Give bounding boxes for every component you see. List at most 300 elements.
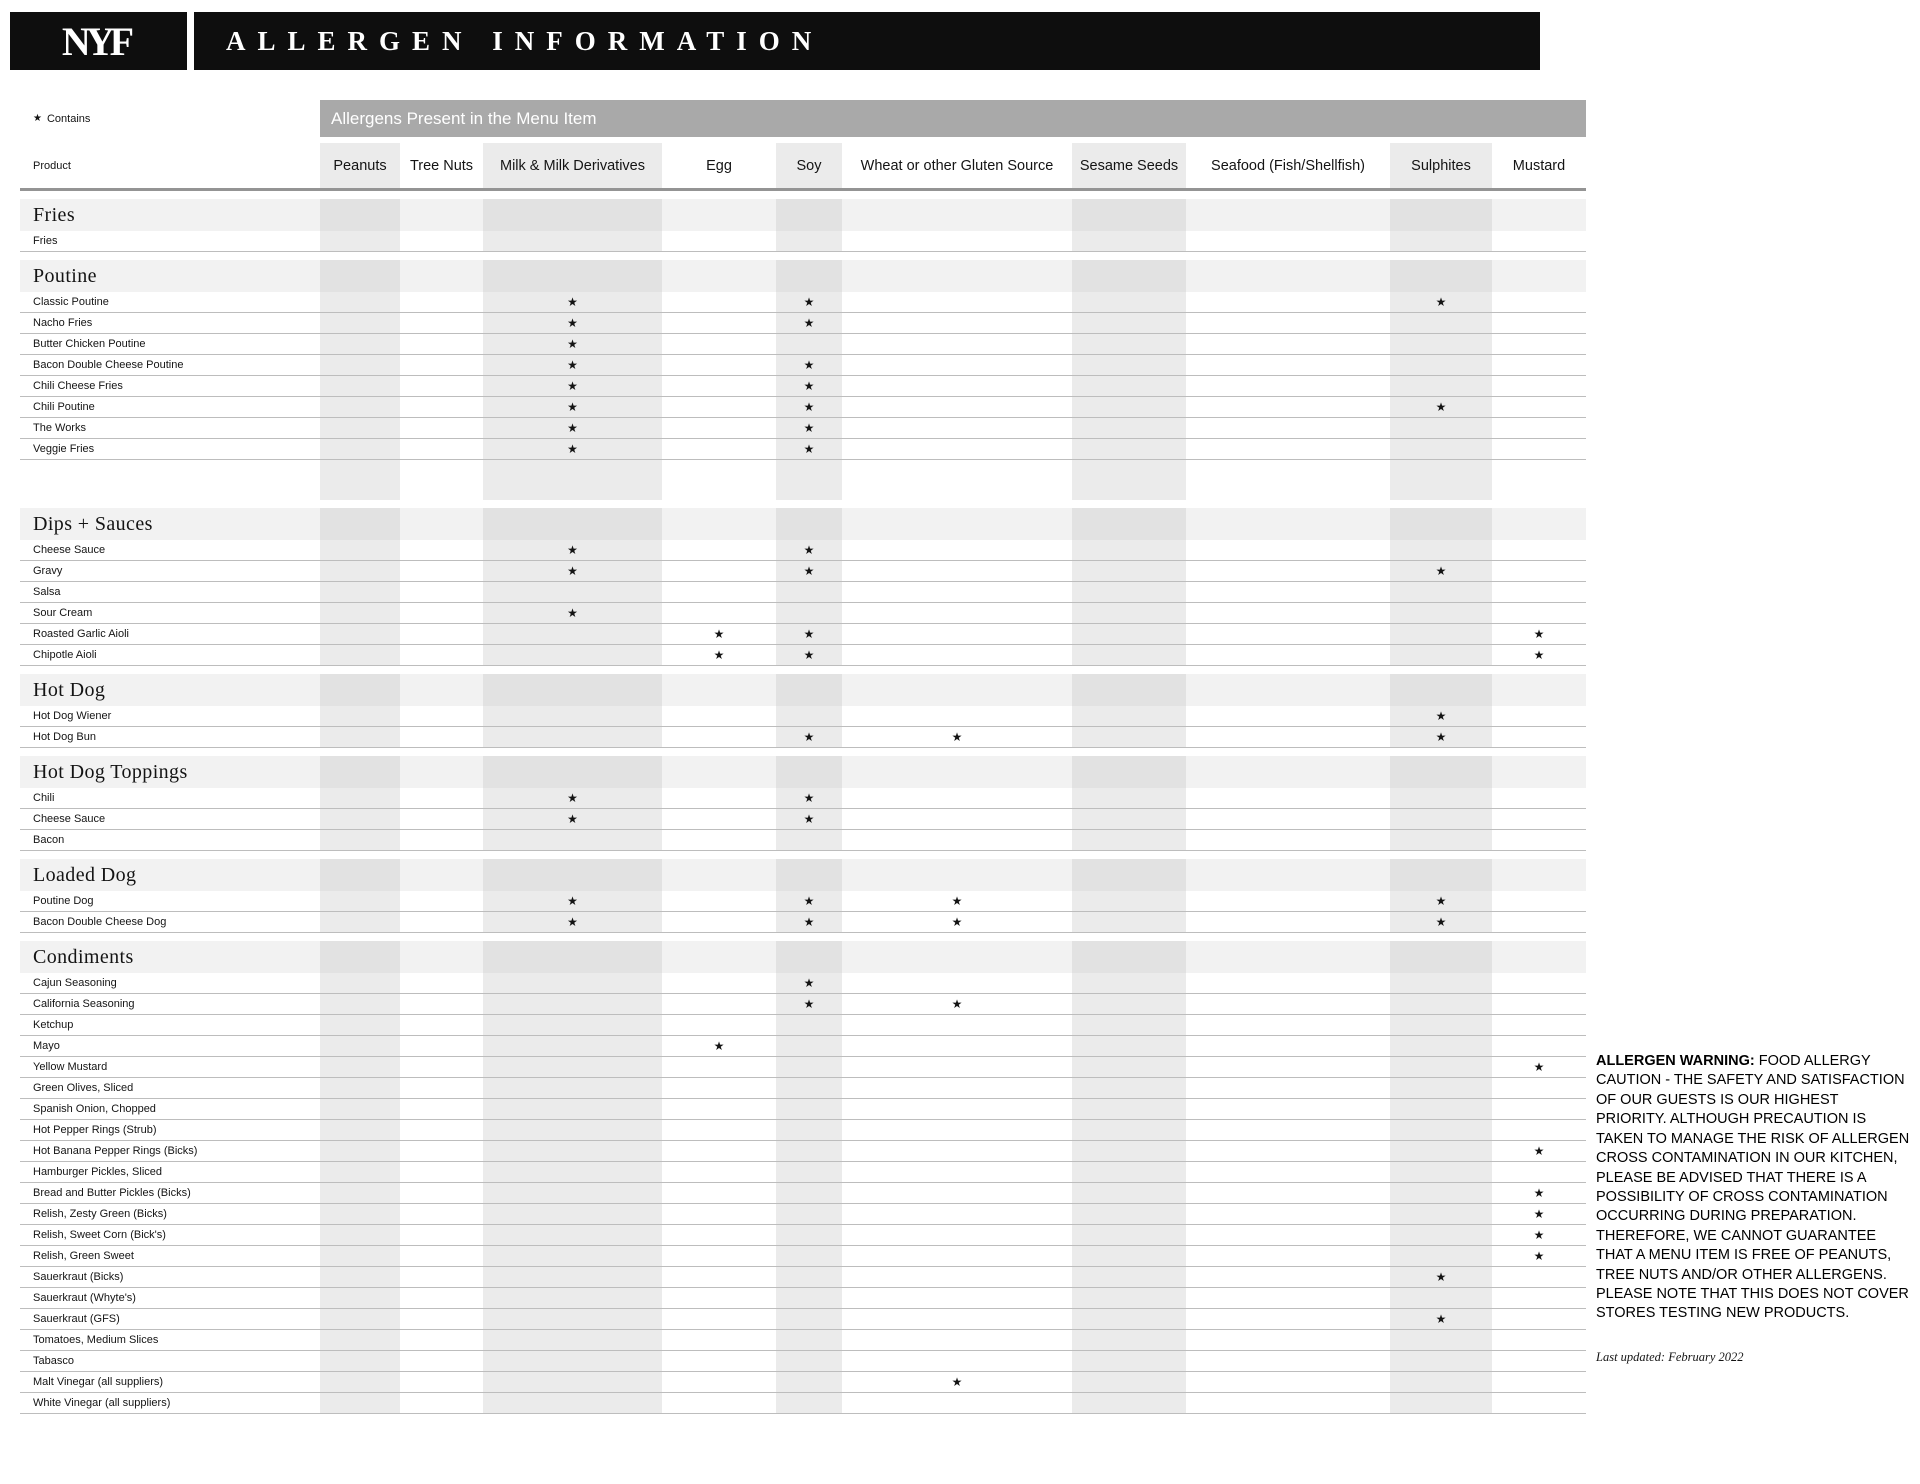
allergen-cell: [662, 540, 776, 560]
allergen-cell: [1492, 1036, 1586, 1056]
allergen-cell: [1492, 973, 1586, 993]
product-name: Sauerkraut (Whyte's): [33, 1292, 136, 1304]
allergen-cell: [320, 313, 400, 333]
allergen-cell: [842, 313, 1072, 333]
allergen-cell: [400, 582, 483, 602]
allergen-cell: [842, 460, 1072, 500]
contains-star: ★: [713, 627, 725, 641]
product-name: California Seasoning: [33, 998, 135, 1010]
allergen-cell: [662, 260, 776, 292]
allergen-cell: [1072, 788, 1186, 808]
product-name: Sour Cream: [33, 607, 93, 619]
allergen-cell: [1390, 1288, 1492, 1308]
allergen-cell: [1072, 355, 1186, 375]
product-name: Roasted Garlic Aioli: [33, 628, 129, 640]
allergen-cell: [483, 1393, 662, 1413]
allergen-cell: [1072, 460, 1186, 500]
allergen-cell: [662, 1372, 776, 1392]
allergen-cell: [400, 727, 483, 747]
allergen-cell: [662, 1078, 776, 1098]
allergen-cell: [320, 1015, 400, 1035]
product-row: [20, 1078, 1586, 1099]
allergen-cell: [1390, 1078, 1492, 1098]
allergen-cell: [776, 231, 842, 251]
allergen-cell: [1186, 1120, 1390, 1140]
allergen-cell: [1492, 1078, 1586, 1098]
allergen-cell: [1492, 508, 1586, 540]
allergen-cell: [400, 1267, 483, 1287]
allergen-cell: [1186, 1330, 1390, 1350]
column-header: Mustard: [1512, 157, 1566, 174]
allergen-cell: [1492, 355, 1586, 375]
product-name: Poutine Dog: [33, 895, 94, 907]
allergen-cell: [483, 994, 662, 1014]
allergen-cell: [662, 1267, 776, 1287]
allergen-cell: [776, 199, 842, 231]
allergen-cell: [1186, 941, 1390, 973]
allergen-cell: [483, 941, 662, 973]
allergen-cell: [1492, 397, 1586, 417]
product-row: [20, 994, 1586, 1015]
contains-star: ★: [1435, 1270, 1447, 1284]
product-row: [20, 1393, 1586, 1414]
allergen-cell: [1072, 1246, 1186, 1266]
contains-star: ★: [567, 421, 578, 435]
allergen-cell: [1492, 788, 1586, 808]
allergen-cell: [776, 540, 842, 560]
allergen-cell: [662, 355, 776, 375]
allergen-cell: [400, 912, 483, 932]
allergen-cell: [1186, 1141, 1390, 1161]
allergen-cell: [320, 508, 400, 540]
allergen-cell: [1186, 1078, 1390, 1098]
section-title: Hot Dog Toppings: [33, 760, 188, 783]
allergen-cell: [483, 891, 662, 911]
product-row: [20, 1036, 1586, 1057]
allergen-cell: [1390, 1099, 1492, 1119]
allergen-cell: [842, 334, 1072, 354]
column-header: Milk & Milk Derivatives: [483, 143, 662, 188]
allergen-cell: [776, 830, 842, 850]
product-row: [20, 1288, 1586, 1309]
allergen-cell: [1186, 727, 1390, 747]
allergen-cell: [776, 973, 842, 993]
allergen-cell: [320, 891, 400, 911]
allergen-cell: [400, 199, 483, 231]
allergen-cell: [776, 624, 842, 644]
allergen-cell: [320, 540, 400, 560]
product-row: [20, 540, 1586, 561]
allergen-cell: [1186, 418, 1390, 438]
section-header: [20, 859, 1586, 891]
contains-star: ★: [1435, 564, 1447, 578]
allergen-cell: [320, 1351, 400, 1371]
allergen-cell: [1390, 1036, 1492, 1056]
allergen-cell: [483, 603, 662, 623]
allergen-cell: [776, 994, 842, 1014]
contains-star: ★: [567, 564, 578, 578]
product-row: [20, 292, 1586, 313]
allergen-cell: [1072, 540, 1186, 560]
allergen-cell: [1492, 1267, 1586, 1287]
allergen-cell: [776, 1078, 842, 1098]
allergen-cell: [483, 397, 662, 417]
allergen-cell: [1186, 1246, 1390, 1266]
allergen-table-body: [20, 199, 1586, 1414]
allergen-cell: [483, 1309, 662, 1329]
allergen-cell: [400, 231, 483, 251]
allergen-cell: [1072, 859, 1186, 891]
product-name: Spanish Onion, Chopped: [33, 1103, 156, 1115]
allergen-cell: [483, 1288, 662, 1308]
allergen-cell: [1072, 199, 1186, 231]
allergen-cell: [320, 334, 400, 354]
allergen-cell: [483, 1204, 662, 1224]
contains-star: ★: [567, 442, 578, 456]
allergen-cell: [1390, 674, 1492, 706]
contains-star: ★: [803, 358, 815, 372]
allergen-cell: [1186, 674, 1390, 706]
allergen-cell: [320, 418, 400, 438]
allergen-cell: [320, 231, 400, 251]
product-row: [20, 912, 1586, 933]
contains-star: ★: [567, 337, 578, 351]
allergen-cell: [662, 313, 776, 333]
nyf-logo-text: NYF: [61, 18, 130, 64]
allergen-cell: [842, 1120, 1072, 1140]
allergen-cell: [1186, 788, 1390, 808]
allergen-cell: [776, 912, 842, 932]
allergen-cell: [1072, 603, 1186, 623]
allergen-cell: [483, 561, 662, 581]
allergen-cell: [483, 809, 662, 829]
product-name: Hot Pepper Rings (Strub): [33, 1124, 157, 1136]
allergen-cell: [400, 706, 483, 726]
allergen-cell: [1492, 1330, 1586, 1350]
allergen-cell: [1390, 439, 1492, 459]
product-name: Mayo: [33, 1040, 60, 1052]
allergen-cell: [1492, 1351, 1586, 1371]
allergen-cell: [662, 973, 776, 993]
allergen-cell: [776, 727, 842, 747]
product-name: Relish, Green Sweet: [33, 1250, 134, 1262]
allergen-cell: [320, 582, 400, 602]
allergen-cell: [483, 460, 662, 500]
allergen-cell: [1390, 376, 1492, 396]
contains-star: ★: [803, 564, 815, 578]
contains-star: ★: [567, 379, 578, 393]
allergen-cell: [400, 1141, 483, 1161]
allergen-cell: [400, 1078, 483, 1098]
allergen-cell: [776, 1246, 842, 1266]
product-name: Hot Dog Bun: [33, 731, 96, 743]
allergen-cell: [662, 376, 776, 396]
allergen-cell: [776, 1309, 842, 1329]
allergen-cell: [776, 355, 842, 375]
allergen-cell: [662, 830, 776, 850]
product-name: The Works: [33, 422, 86, 434]
allergen-cell: [1390, 994, 1492, 1014]
allergen-cell: [776, 292, 842, 312]
product-name: Sauerkraut (GFS): [33, 1313, 120, 1325]
allergen-cell: [1186, 706, 1390, 726]
product-name: Bacon: [33, 834, 65, 846]
allergen-cell: [400, 1225, 483, 1245]
allergen-cell: [483, 645, 662, 665]
product-row: [20, 1225, 1586, 1246]
allergen-cell: [1390, 1351, 1492, 1371]
contains-star: ★: [567, 915, 578, 929]
allergen-cell: [320, 809, 400, 829]
allergen-cell: [776, 313, 842, 333]
allergen-cell: [483, 830, 662, 850]
allergen-cell: [842, 1372, 1072, 1392]
product-row: [20, 355, 1586, 376]
allergen-cell: [776, 582, 842, 602]
allergen-cell: [1186, 1393, 1390, 1413]
allergen-cell: [776, 756, 842, 788]
allergen-cell: [1186, 313, 1390, 333]
allergen-cell: [400, 1372, 483, 1392]
contains-star: ★: [1435, 400, 1447, 414]
contains-star: ★: [1533, 1060, 1545, 1074]
allergen-cell: [662, 508, 776, 540]
allergen-banner: Allergens Present in the Menu Item: [320, 100, 1586, 137]
contains-star: ★: [1435, 709, 1447, 723]
contains-star: ★: [1533, 1228, 1545, 1242]
allergen-cell: [483, 788, 662, 808]
allergen-cell: [776, 376, 842, 396]
product-row: [20, 1351, 1586, 1372]
allergen-cell: [400, 508, 483, 540]
allergen-cell: [400, 334, 483, 354]
allergen-cell: [483, 674, 662, 706]
allergen-cell: [662, 994, 776, 1014]
allergen-cell: [776, 260, 842, 292]
product-row: [20, 1015, 1586, 1036]
allergen-cell: [1186, 1372, 1390, 1392]
contains-star: ★: [803, 791, 815, 805]
allergen-cell: [1186, 1183, 1390, 1203]
allergen-cell: [776, 397, 842, 417]
product-name: Bacon Double Cheese Poutine: [33, 359, 184, 371]
allergen-cell: [320, 1393, 400, 1413]
allergen-cell: [320, 674, 400, 706]
allergen-cell: [662, 1120, 776, 1140]
allergen-cell: [320, 1120, 400, 1140]
allergen-cell: [1492, 1246, 1586, 1266]
allergen-cell: [1072, 674, 1186, 706]
allergen-cell: [400, 830, 483, 850]
allergen-cell: [320, 859, 400, 891]
allergen-cell: [320, 1246, 400, 1266]
allergen-cell: [842, 1225, 1072, 1245]
section-title: Dips + Sauces: [33, 512, 153, 535]
section-header: [20, 674, 1586, 706]
product-name: Tabasco: [33, 1355, 74, 1367]
allergen-cell: [776, 941, 842, 973]
contains-star: ★: [1533, 1207, 1545, 1221]
allergen-cell: [483, 582, 662, 602]
allergen-cell: [842, 1288, 1072, 1308]
allergen-cell: [1492, 376, 1586, 396]
allergen-cell: [1492, 231, 1586, 251]
allergen-cell: [320, 973, 400, 993]
allergen-cell: [662, 334, 776, 354]
allergen-cell: [483, 1183, 662, 1203]
allergen-cell: [483, 1120, 662, 1140]
allergen-cell: [400, 1036, 483, 1056]
allergen-cell: [1072, 941, 1186, 973]
allergen-cell: [842, 603, 1072, 623]
allergen-cell: [1072, 727, 1186, 747]
allergen-cell: [400, 540, 483, 560]
contains-star: ★: [567, 543, 578, 557]
allergen-cell: [1492, 540, 1586, 560]
allergen-cell: [1390, 397, 1492, 417]
allergen-cell: [1072, 912, 1186, 932]
allergen-cell: [1390, 313, 1492, 333]
allergen-cell: [1492, 418, 1586, 438]
allergen-cell: [842, 706, 1072, 726]
column-header: Seafood (Fish/Shellfish): [1211, 157, 1365, 174]
allergen-cell: [483, 912, 662, 932]
allergen-cell: [1072, 334, 1186, 354]
contains-star: ★: [1435, 1312, 1447, 1326]
allergen-cell: [842, 1204, 1072, 1224]
allergen-cell: [1492, 199, 1586, 231]
allergen-cell: [483, 540, 662, 560]
gap-cell: [20, 460, 320, 500]
contains-star: ★: [803, 648, 815, 662]
allergen-cell: [776, 1351, 842, 1371]
allergen-cell: [662, 1288, 776, 1308]
contains-star: ★: [803, 316, 815, 330]
contains-star: ★: [803, 627, 815, 641]
allergen-cell: [662, 1225, 776, 1245]
allergen-cell: [776, 439, 842, 459]
allergen-cell: [400, 1351, 483, 1371]
allergen-cell: [662, 624, 776, 644]
allergen-cell: [1390, 199, 1492, 231]
allergen-cell: [320, 788, 400, 808]
section-title: Fries: [33, 203, 75, 226]
product-row: [20, 830, 1586, 851]
warning-title: ALLERGEN WARNING:: [1596, 1053, 1755, 1069]
allergen-cell: [662, 859, 776, 891]
contains-star: ★: [803, 915, 815, 929]
allergen-cell: [662, 1036, 776, 1056]
allergen-cell: [483, 355, 662, 375]
product-name: Chili Cheese Fries: [33, 380, 123, 392]
allergen-cell: [1390, 941, 1492, 973]
allergen-cell: [1390, 1393, 1492, 1413]
allergen-cell: [1072, 645, 1186, 665]
contains-star: ★: [803, 730, 815, 744]
allergen-cell: [1072, 1078, 1186, 1098]
allergen-cell: [662, 1162, 776, 1182]
allergen-cell: [320, 1099, 400, 1119]
product-name: Nacho Fries: [33, 317, 93, 329]
allergen-cell: [842, 418, 1072, 438]
contains-star: ★: [803, 379, 815, 393]
allergen-cell: [1492, 1309, 1586, 1329]
column-header: Sulphites: [1390, 143, 1492, 188]
allergen-cell: [842, 1309, 1072, 1329]
contains-star: ★: [1533, 1249, 1545, 1263]
allergen-cell: [1072, 809, 1186, 829]
allergen-cell: [776, 1141, 842, 1161]
allergen-cell: [483, 1036, 662, 1056]
allergen-cell: [320, 603, 400, 623]
allergen-cell: [662, 1309, 776, 1329]
allergen-cell: [320, 561, 400, 581]
allergen-cell: [776, 891, 842, 911]
allergen-cell: [842, 727, 1072, 747]
product-row: [20, 376, 1586, 397]
allergen-cell: [1186, 912, 1390, 932]
product-name: Chili Poutine: [33, 401, 95, 413]
allergen-cell: [400, 460, 483, 500]
allergen-cell: [1186, 891, 1390, 911]
allergen-cell: [320, 199, 400, 231]
allergen-cell: [1390, 809, 1492, 829]
allergen-cell: [1072, 1225, 1186, 1245]
allergen-cell: [1186, 603, 1390, 623]
allergen-cell: [1492, 1141, 1586, 1161]
allergen-cell: [483, 1015, 662, 1035]
allergen-cell: [1390, 334, 1492, 354]
contains-star: ★: [803, 894, 815, 908]
contains-star: ★: [1435, 730, 1447, 744]
contains-star: ★: [567, 606, 578, 620]
allergen-cell: [1186, 756, 1390, 788]
allergen-cell: [1072, 994, 1186, 1014]
brand-logo: [10, 12, 187, 70]
allergen-cell: [320, 645, 400, 665]
contains-star: ★: [1533, 1144, 1545, 1158]
allergen-cell: [1072, 706, 1186, 726]
allergen-cell: [483, 1162, 662, 1182]
allergen-cell: [842, 561, 1072, 581]
product-name: Malt Vinegar (all suppliers): [33, 1376, 164, 1388]
allergen-cell: [662, 1204, 776, 1224]
allergen-cell: [483, 859, 662, 891]
allergen-cell: [1390, 788, 1492, 808]
allergen-cell: [1072, 1015, 1186, 1035]
allergen-cell: [400, 1204, 483, 1224]
allergen-cell: [483, 1246, 662, 1266]
allergen-cell: [842, 1057, 1072, 1077]
allergen-cell: [1186, 561, 1390, 581]
allergen-cell: [320, 1036, 400, 1056]
product-row: [20, 891, 1586, 912]
allergen-cell: [1492, 1288, 1586, 1308]
contains-star: ★: [713, 1039, 725, 1053]
allergen-cell: [1186, 582, 1390, 602]
allergen-cell: [1390, 1141, 1492, 1161]
allergen-cell: [1390, 1120, 1492, 1140]
allergen-cell: [1390, 859, 1492, 891]
allergen-cell: [1186, 624, 1390, 644]
allergen-cell: [1390, 1183, 1492, 1203]
allergen-cell: [400, 418, 483, 438]
allergen-cell: [1072, 582, 1186, 602]
allergen-cell: [1186, 859, 1390, 891]
allergen-cell: [842, 376, 1072, 396]
allergen-cell: [1072, 1204, 1186, 1224]
allergen-cell: [1492, 756, 1586, 788]
